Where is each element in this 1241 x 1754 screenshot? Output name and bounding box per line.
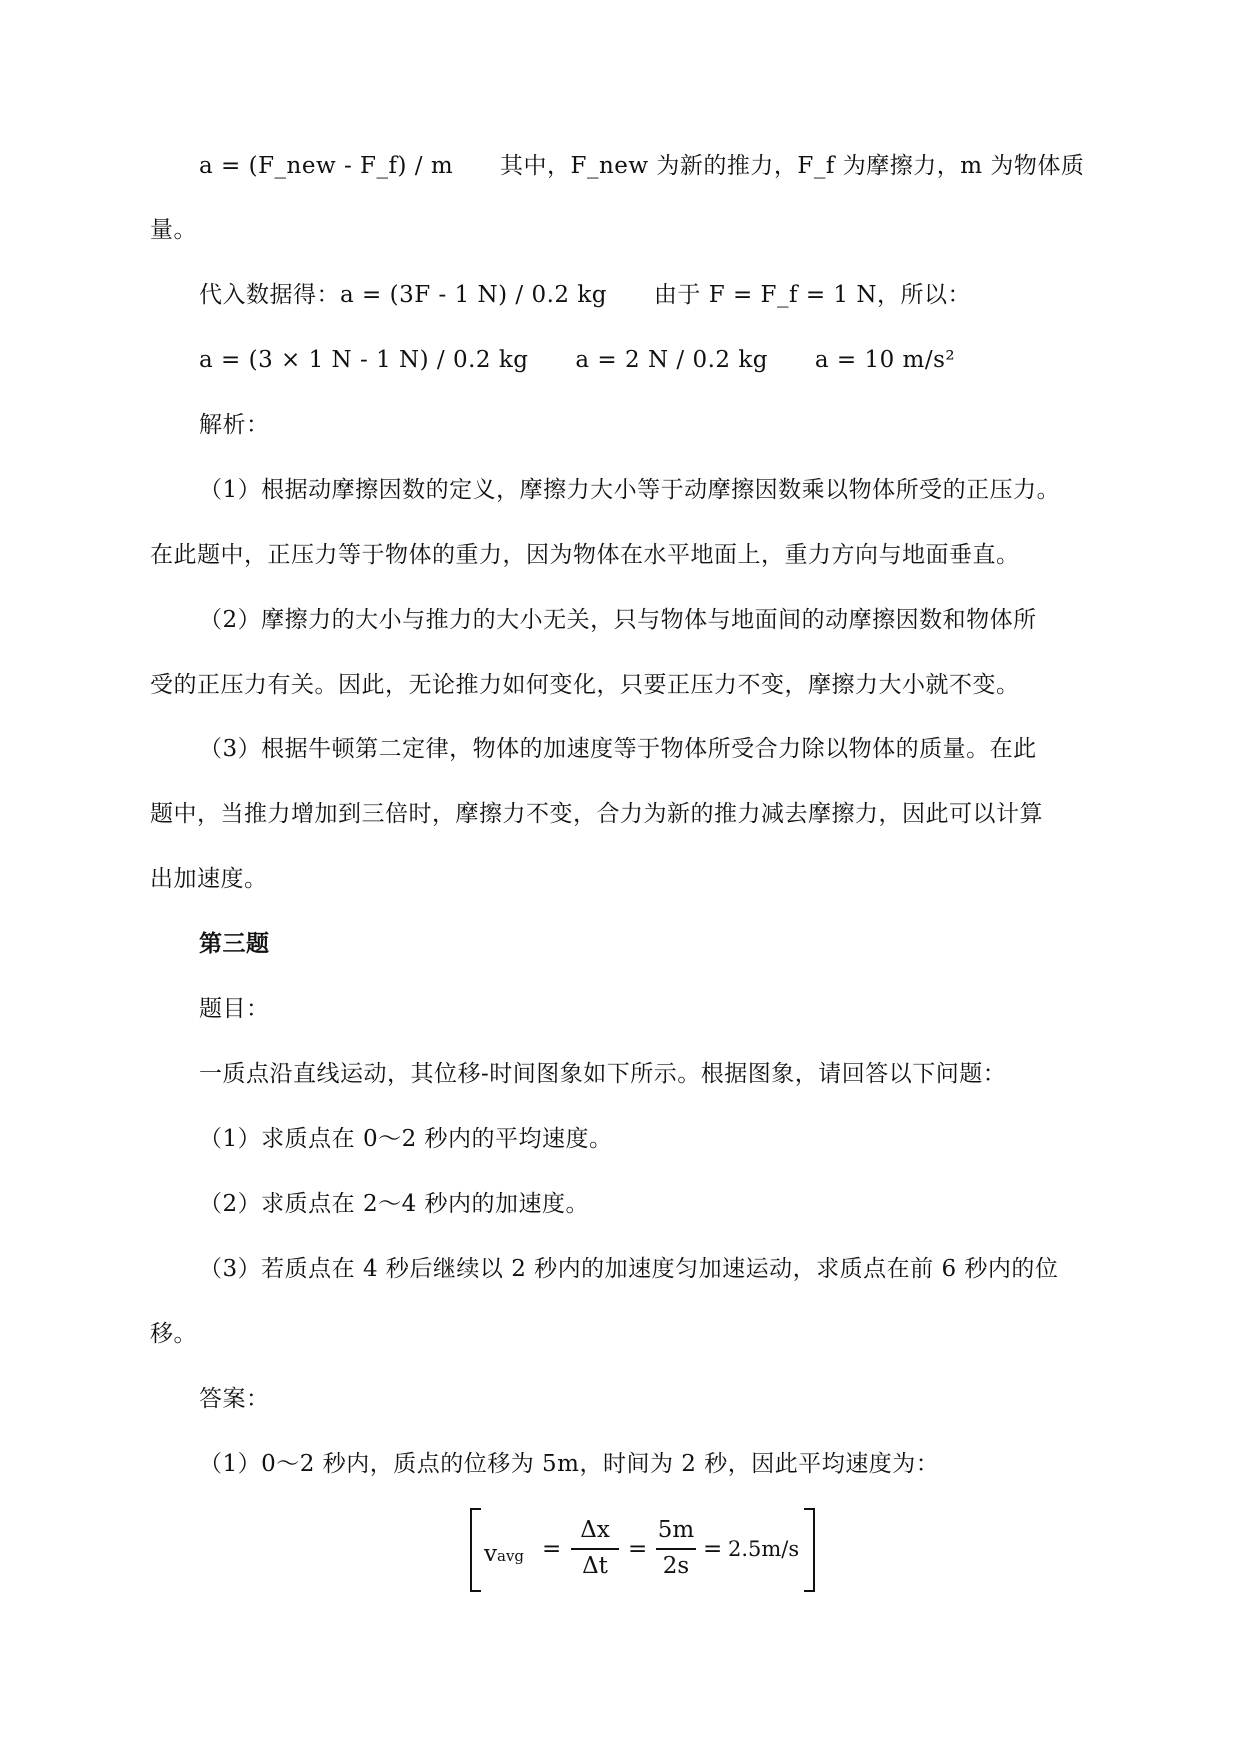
formula-avg-subscript: avg <box>497 1547 525 1565</box>
fraction-2-numerator: 5m <box>657 1517 695 1543</box>
fraction-2-bar <box>656 1548 696 1550</box>
analysis-point-1-cont: 在此题中，正压力等于物体的重力，因为物体在水平地面上，重力方向与地面垂直。 <box>150 542 1020 568</box>
formula-line-1: a = (F_new - F_f) / m 其中，F_new 为新的推力，F_f 为摩擦力，m 为物体质 <box>199 153 1085 179</box>
question-3: （3）若质点在 4 秒后继续以 2 秒内的加速度匀加速运动，求质点在前 6 秒内的位 <box>199 1256 1059 1282</box>
answer-label: 答案： <box>199 1386 270 1412</box>
fraction-1-bar <box>571 1548 619 1550</box>
right-bracket <box>804 1508 815 1592</box>
formula-equals-2: = <box>628 1536 648 1562</box>
analysis-heading: 解析： <box>199 412 270 438</box>
section-heading: 第三题 <box>199 930 270 957</box>
analysis-point-3: （3）根据牛顿第二定律，物体的加速度等于物体所受合力除以物体的质量。在此 <box>199 736 1037 762</box>
question-1: （1）求质点在 0～2 秒内的平均速度。 <box>199 1126 613 1152</box>
analysis-point-2: （2）摩擦力的大小与推力的大小无关，只与物体与地面间的动摩擦因数和物体所 <box>199 607 1037 633</box>
formula-result: 2.5m/s <box>728 1537 800 1561</box>
question-intro: 一质点沿直线运动，其位移-时间图象如下所示。根据图象，请回答以下问题： <box>199 1061 1007 1087</box>
analysis-point-1: （1）根据动摩擦因数的定义，摩擦力大小等于动摩擦因数乘以物体所受的正压力。 <box>199 477 1061 503</box>
formula-equals-1: = <box>542 1536 562 1562</box>
question-2: （2）求质点在 2～4 秒内的加速度。 <box>199 1191 590 1217</box>
substitution-line: 代入数据得：a = (3F - 1 N) / 0.2 kg 由于 F = F_f = 1 N，所以： <box>199 282 971 308</box>
calculation-line: a = (3 × 1 N - 1 N) / 0.2 kg a = 2 N / 0.2 kg a = 10 m/s² <box>199 347 956 373</box>
left-bracket <box>470 1508 481 1592</box>
average-velocity-formula <box>470 1508 815 1588</box>
question-label: 题目： <box>199 996 270 1022</box>
fraction-2-denominator: 2s <box>662 1553 690 1579</box>
analysis-point-2-cont: 受的正压力有关。因此，无论推力如何变化，只要正压力不变，摩擦力大小就不变。 <box>150 672 1020 698</box>
fraction-1-denominator: Δt <box>582 1553 608 1579</box>
analysis-point-3-cont: 题中，当推力增加到三倍时，摩擦力不变，合力为新的推力减去摩擦力，因此可以计算 <box>150 801 1043 827</box>
text-line-continuation: 量。 <box>150 217 197 243</box>
formula-equals-3: = <box>703 1536 723 1562</box>
analysis-point-3-end: 出加速度。 <box>150 866 268 892</box>
fraction-1-numerator: Δx <box>580 1517 610 1543</box>
answer-1: （1）0～2 秒内，质点的位移为 5m，时间为 2 秒，因此平均速度为： <box>199 1451 940 1477</box>
question-3-cont: 移。 <box>150 1321 197 1347</box>
formula-v: vavg <box>484 1541 525 1567</box>
